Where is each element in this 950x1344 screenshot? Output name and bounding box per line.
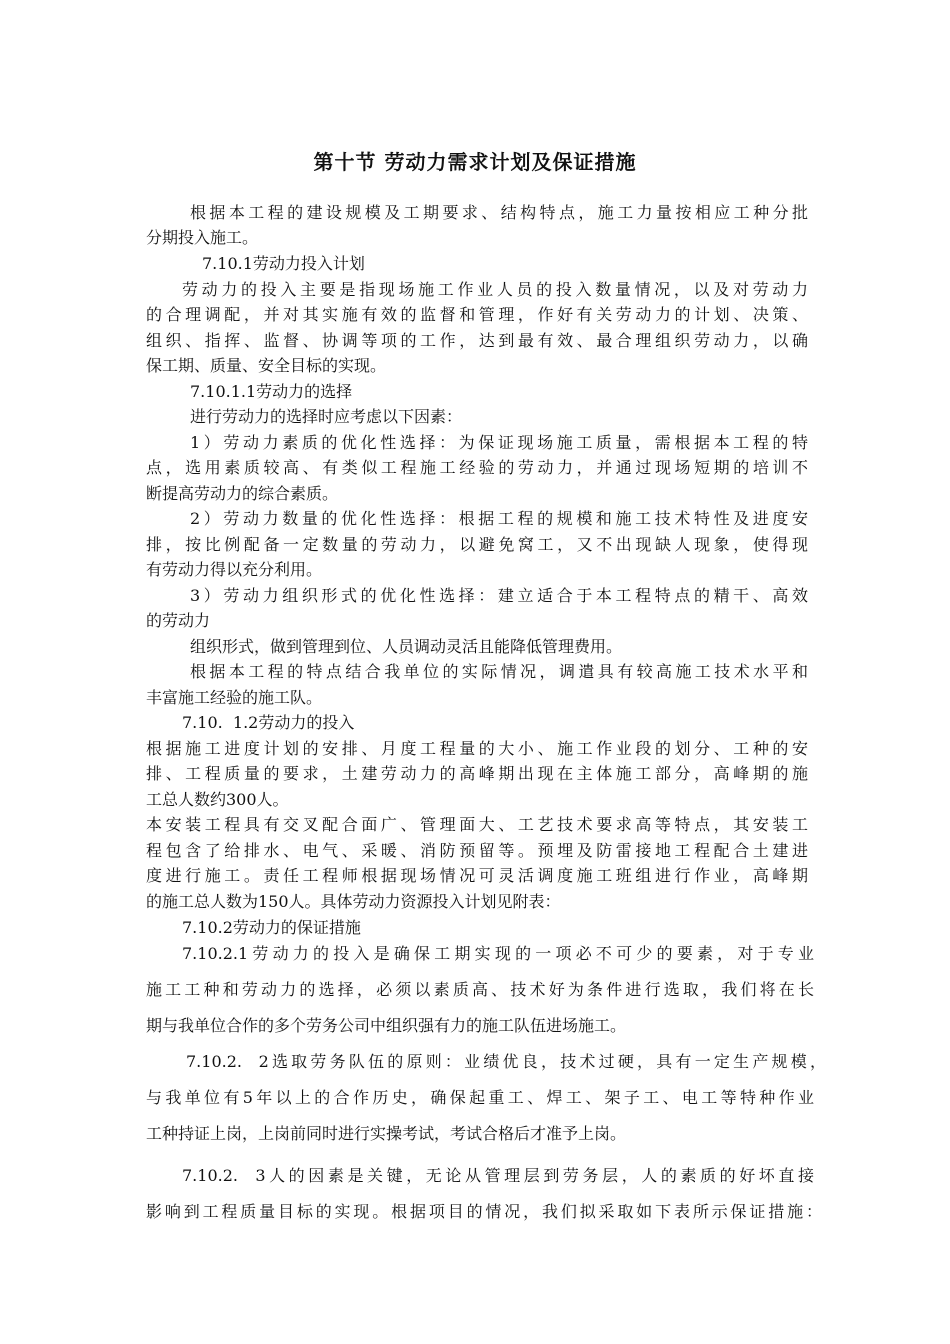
text-line: 2）劳动力数量的优化性选择：根据工程的规模和施工技术特性及进度安 <box>190 509 808 528</box>
text-line: 劳动力的投入主要是指现场施工作业人员的投入数量情况，以及对劳动力 <box>182 280 808 299</box>
text-line: 与我单位有5年以上的合作历史，确保起重工、焊工、架子工、电工等特种作业 <box>146 1088 814 1107</box>
text-line: 的施工总人数为150人。具体劳动力资源投入计划见附表： <box>146 892 561 911</box>
text-line: 本安装工程具有交叉配合面广、管理面大、工艺技术要求高等特点，其安装工 <box>146 815 808 834</box>
text-line: 7.10.2. 2选取劳务队伍的原则：业绩优良，技术过硬，具有一定生产规模， <box>186 1052 826 1071</box>
text-line: 点，选用素质较高、有类似工程施工经验的劳动力，并通过现场短期的培训不 <box>146 458 808 477</box>
section-title: 第十节 劳动力需求计划及保证措施 <box>313 150 637 174</box>
text-line: 度进行施工。责任工程师根据现场情况可灵活调度施工班组进行作业，高峰期 <box>146 866 808 885</box>
subsection-heading: 7.10. 1.2劳动力的投入 <box>182 713 355 732</box>
text-line: 施工工种和劳动力的选择，必须以素质高、技术好为条件进行选取，我们将在长 <box>146 980 814 999</box>
text-line: 3）劳动力组织形式的优化性选择：建立适合于本工程特点的精干、高效 <box>190 586 808 605</box>
text-line: 组织形式，做到管理到位、人员调动灵活且能降低管理费用。 <box>190 637 623 656</box>
subsection-heading: 7.10.2劳动力的保证措施 <box>182 918 361 937</box>
text-line: 影响到工程质量目标的实现。根据项目的情况，我们拟采取如下表所示保证措施： <box>146 1202 822 1221</box>
text-line: 1）劳动力素质的优化性选择：为保证现场施工质量，需根据本工程的特 <box>190 433 808 452</box>
text-line: 根据本工程的建设规模及工期要求、结构特点，施工力量按相应工种分批 <box>190 203 808 222</box>
text-line: 工总人数约300人。 <box>146 790 289 809</box>
text-line: 进行劳动力的选择时应考虑以下因素： <box>190 407 463 426</box>
text-line: 的合理调配，并对其实施有效的监督和管理，作好有关劳动力的计划、决策、 <box>146 305 808 324</box>
text-line: 程包含了给排水、电气、采暖、消防预留等。预埋及防雷接地工程配合土建进 <box>146 841 808 860</box>
text-line: 分期投入施工。 <box>146 228 259 247</box>
text-line: 的劳动力 <box>146 611 211 630</box>
text-line: 根据施工进度计划的安排、月度工程量的大小、施工作业段的划分、工种的安 <box>146 739 808 758</box>
subsection-heading: 7.10.1劳动力投入计划 <box>202 254 365 273</box>
text-line: 7.10.2.1劳动力的投入是确保工期实现的一项必不可少的要素，对于专业 <box>182 944 814 963</box>
text-line: 组织、指挥、监督、协调等项的工作，达到最有效、最合理组织劳动力，以确 <box>146 331 808 350</box>
subsection-heading: 7.10.1.1劳动力的选择 <box>190 382 353 401</box>
text-line: 期与我单位合作的多个劳务公司中组织强有力的施工队伍进场施工。 <box>146 1016 627 1035</box>
text-line: 7.10.2. 3人的因素是关键，无论从管理层到劳务层，人的素质的好坏直接 <box>182 1166 814 1185</box>
text-line: 排，按比例配备一定数量的劳动力，以避免窝工，又不出现缺人现象，使得现 <box>146 535 808 554</box>
text-line: 根据本工程的特点结合我单位的实际情况，调遣具有较高施工技术水平和 <box>190 662 808 681</box>
text-line: 有劳动力得以充分利用。 <box>146 560 323 579</box>
text-line: 排、工程质量的要求，土建劳动力的高峰期出现在主体施工部分，高峰期的施 <box>146 764 808 783</box>
text-line: 丰富施工经验的施工队。 <box>146 688 323 707</box>
text-line: 断提高劳动力的综合素质。 <box>146 484 339 503</box>
text-line: 保工期、质量、安全目标的实现。 <box>146 356 387 375</box>
text-line: 工种持证上岗，上岗前同时进行实操考试，考试合格后才准予上岗。 <box>146 1124 627 1143</box>
